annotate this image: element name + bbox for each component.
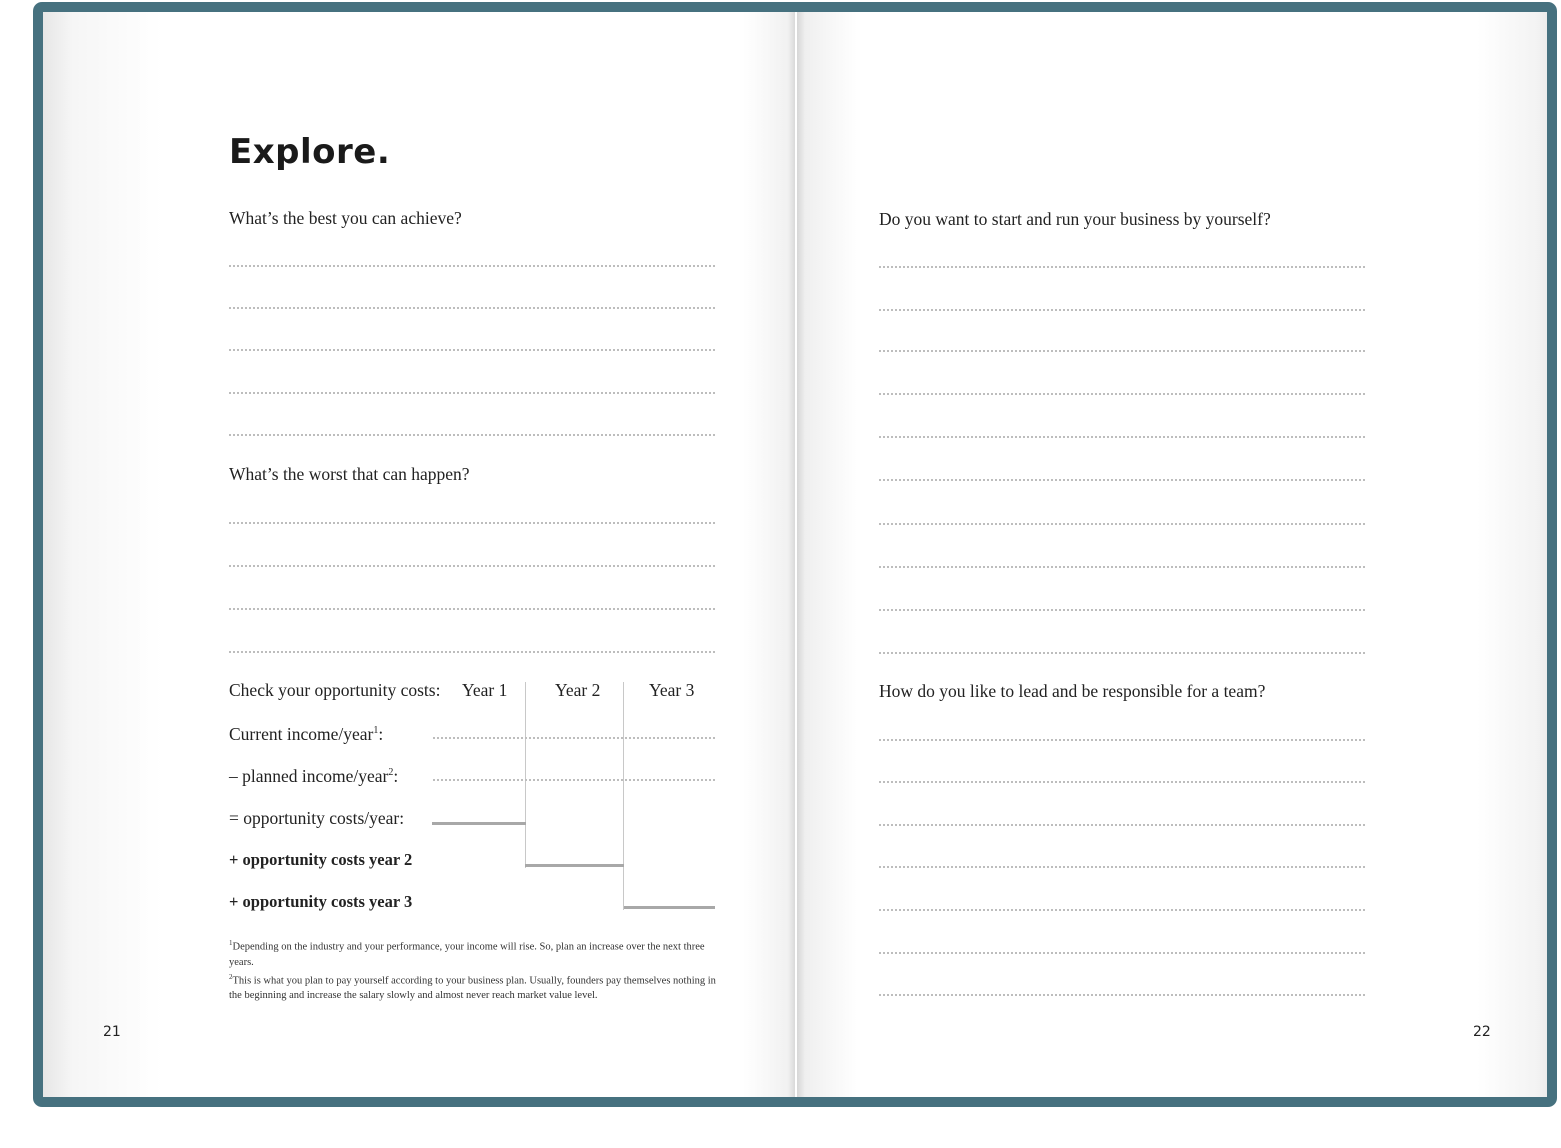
year-3-sum-line[interactable] [624,906,715,909]
answer-line[interactable] [879,824,1365,826]
answer-line[interactable] [229,392,715,394]
row-opportunity-year-2: + opportunity costs year 2 [229,850,413,869]
page-number: 22 [1473,1024,1491,1040]
footnote-ref: 2 [388,767,394,779]
year-1-sum-line[interactable] [432,822,526,825]
answer-line[interactable] [879,523,1365,525]
footnote-marker: 1 [229,939,233,947]
answer-line[interactable] [879,952,1365,954]
left-page [43,12,795,1097]
answer-line[interactable] [879,609,1365,611]
answer-line[interactable] [879,479,1365,481]
footnote-2 [229,970,729,1004]
answer-line[interactable] [879,909,1365,911]
table-heading: Check your opportunity costs: [229,680,441,700]
column-divider [623,682,624,910]
answer-line[interactable] [879,436,1365,438]
row-label: Current income/year [229,724,374,744]
footnote-ref: 1 [373,725,379,737]
question-team: How do you like to lead and be responsible for a team? [879,681,1266,701]
row-suffix: : [378,724,384,744]
answer-line[interactable] [879,309,1365,311]
footnotes [229,936,729,1003]
row-planned-income [229,766,398,787]
current-income-field[interactable] [433,737,715,739]
answer-line[interactable] [879,739,1365,741]
column-year-3: Year 3 [649,680,695,700]
answer-line[interactable] [229,565,715,567]
column-divider [525,682,526,868]
answer-line[interactable] [229,349,715,351]
answer-line[interactable] [879,781,1365,783]
question-worst: What’s the worst that can happen? [229,464,470,484]
footnote-text: This is what you plan to pay yourself according to your business plan. Usually, founders pay themselves nothing in the beginning and increase the salary slowly and almost never reach market value level. [229,975,716,1001]
answer-line[interactable] [879,652,1365,654]
column-year-1: Year 1 [462,680,508,700]
planned-income-field[interactable] [433,779,715,781]
book-spread [33,2,1557,1107]
answer-line[interactable] [879,266,1365,268]
question-solo: Do you want to start and run your business by yourself? [879,209,1271,229]
row-current-income [229,724,383,745]
answer-line[interactable] [229,522,715,524]
footnote-text: Depending on the industry and your performance, your income will rise. So, plan an increase over the next three years. [229,941,705,968]
question-best: What’s the best you can achieve? [229,208,462,228]
right-page [797,12,1547,1097]
page-title: Explore. [229,132,391,172]
row-opportunity-year-3: + opportunity costs year 3 [229,892,413,911]
answer-line[interactable] [229,265,715,267]
footnote-1 [229,936,729,970]
column-year-2: Year 2 [555,680,601,700]
answer-line[interactable] [229,434,715,436]
answer-line[interactable] [879,393,1365,395]
answer-line[interactable] [229,307,715,309]
row-label: – planned income/year [229,766,389,786]
page-number: 21 [103,1024,121,1040]
answer-line[interactable] [879,866,1365,868]
answer-line[interactable] [879,350,1365,352]
answer-line[interactable] [879,566,1365,568]
row-opportunity-costs: = opportunity costs/year: [229,808,405,828]
answer-line[interactable] [229,608,715,610]
answer-line[interactable] [879,994,1365,996]
year-2-sum-line[interactable] [525,864,624,867]
row-suffix: : [393,766,399,786]
answer-line[interactable] [229,651,715,653]
footnote-marker: 2 [229,972,233,981]
